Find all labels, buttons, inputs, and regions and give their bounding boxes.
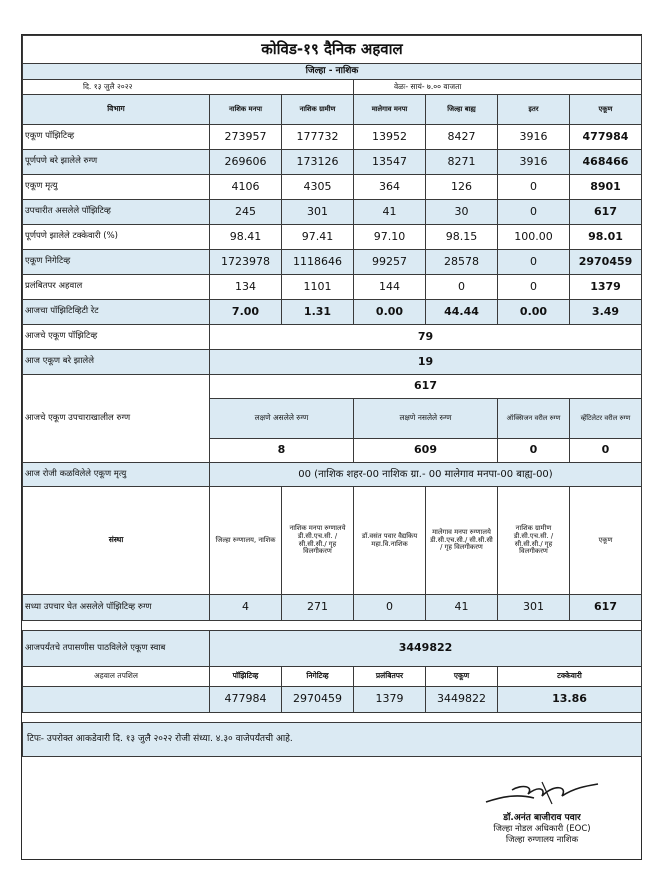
today-recovered-value: 19 (210, 350, 642, 375)
cell: 97.41 (282, 225, 354, 250)
cell: 134 (210, 275, 282, 300)
header-nashik-manapa: नाशिक मनपा (210, 95, 282, 125)
report-detail-value: 1379 (354, 687, 426, 713)
institution-header: डॉ.वसंत पवार वैद्यकिय महा.वि.नाशिक (354, 487, 426, 595)
cell: 1.31 (282, 300, 354, 325)
cell: 1101 (282, 275, 354, 300)
district-label: जिल्हा - नाशिक (23, 64, 642, 80)
cell-total: 8901 (570, 175, 642, 200)
institution-header: मालेगाव मनपा रुग्णालये डी.सी.एच.सी./ सी.सी.सी / गृह विलगीकरण (426, 487, 498, 595)
table-row (23, 200, 642, 225)
report-detail-header: एकूण (426, 667, 498, 687)
cell: 98.15 (426, 225, 498, 250)
cell: 0 (498, 175, 570, 200)
header-ekun: एकूण (570, 95, 642, 125)
sub-header: लक्षणे असलेले रुग्ण (210, 399, 354, 439)
cell-total: 2970459 (570, 250, 642, 275)
cell: 3916 (498, 125, 570, 150)
cell: 97.10 (354, 225, 426, 250)
cell: 269606 (210, 150, 282, 175)
signatory-name: डॉ.अनंत बाजीराव पवार (503, 813, 581, 823)
cell-total: 98.01 (570, 225, 642, 250)
today-recovered-label: आज एकूण बरे झालेले (23, 350, 210, 375)
row-label: पूर्णपणे बरे झालेले रुग्ण (23, 150, 210, 175)
institution-value: 271 (282, 595, 354, 621)
sub-value: 0 (498, 439, 570, 463)
cell: 99257 (354, 250, 426, 275)
report-detail-percent: 13.86 (498, 687, 642, 713)
header-malegaon-manapa: मालेगाव मनपा (354, 95, 426, 125)
signatory-office: जिल्हा रुग्णालय नाशिक (505, 835, 579, 845)
sub-value: 0 (570, 439, 642, 463)
institutions-label: संस्था (23, 487, 210, 595)
row-label: एकूण पॉझिटिव्ह (23, 125, 210, 150)
report-detail-value: 2970459 (282, 687, 354, 713)
sub-header: लक्षणे नसलेले रुग्ण (354, 399, 498, 439)
institution-value: 41 (426, 595, 498, 621)
sub-header: ऑक्सिजन वरील रुग्ण (498, 399, 570, 439)
cell: 173126 (282, 150, 354, 175)
institution-header: एकूण (570, 487, 642, 595)
today-positive-label: आजचे एकूण पॉझिटिव्ह (23, 325, 210, 350)
cell: 0 (426, 275, 498, 300)
report-table (22, 35, 642, 757)
cell: 0 (498, 250, 570, 275)
cell: 41 (354, 200, 426, 225)
cell: 177732 (282, 125, 354, 150)
row-label: एकूण मृत्यु (23, 175, 210, 200)
cell-total: 3.49 (570, 300, 642, 325)
deaths-today-value: 00 (नाशिक शहर-00 नाशिक ग्रा.- 00 मालेगाव मनपा-00 बाह्य-00) (210, 463, 642, 487)
cell: 8271 (426, 150, 498, 175)
report-detail-blank (23, 687, 210, 713)
report-detail-header: प्रलंबितपर (354, 667, 426, 687)
table-row (23, 175, 642, 200)
report-title: कोविड-१९ दैनिक अहवाल (23, 36, 642, 64)
cell-total: 468466 (570, 150, 642, 175)
report-detail-value: 3449822 (426, 687, 498, 713)
row-label: उपचारीत असलेले पॉझिटिव्ह (23, 200, 210, 225)
institution-header: नाशिक मनपा रुग्णालये डी.सी.एच.सी. / सी.सी.सी./ गृह विलगीकरण (282, 487, 354, 595)
signatory-designation: जिल्हा नोडल अधिकारी (EOC) (493, 824, 591, 834)
spacer (23, 713, 642, 723)
swabs-label: आजपर्यंतचे तपासणीस पाठविलेले एकूण स्वाब (23, 631, 210, 667)
cell: 7.00 (210, 300, 282, 325)
report-detail-value: 477984 (210, 687, 282, 713)
report-date: दि. १३ जुलै २०२२ (23, 80, 354, 95)
institution-total: 617 (570, 595, 642, 621)
cell: 364 (354, 175, 426, 200)
table-row (23, 275, 642, 300)
table-row (23, 300, 642, 325)
spacer (23, 621, 642, 631)
cell: 126 (426, 175, 498, 200)
institution-header: नाशिक ग्रामीण डी.सी.एच.सी. /सी.सी.सी./ गृह विलगीकरण (498, 487, 570, 595)
report-detail-header: निगेटिव्ह (282, 667, 354, 687)
cell: 13547 (354, 150, 426, 175)
cell: 1723978 (210, 250, 282, 275)
report-detail-header: पॉझिटिव्ह (210, 667, 282, 687)
header-vibhag: विभाग (23, 95, 210, 125)
cell: 3916 (498, 150, 570, 175)
cell: 4106 (210, 175, 282, 200)
swabs-value: 3449822 (210, 631, 642, 667)
report-time: वेळः- सायं- ७.०० वाजता (354, 80, 642, 95)
institution-header: जिल्हा रुग्णालय, नाशिक (210, 487, 282, 595)
cell: 100.00 (498, 225, 570, 250)
cell: 8427 (426, 125, 498, 150)
under-treatment-total: 617 (210, 375, 642, 399)
signature-block (457, 778, 627, 845)
cell: 0 (498, 200, 570, 225)
cell: 30 (426, 200, 498, 225)
today-positive-value: 79 (210, 325, 642, 350)
cell: 301 (282, 200, 354, 225)
row-label: पूर्णपणे झालेले टक्केवारी (%) (23, 225, 210, 250)
cell-total: 1379 (570, 275, 642, 300)
institutions-row-label: सध्या उपचार घेत असलेले पॉझिटिव्ह रुग्ण (23, 595, 210, 621)
header-jilha-bahya: जिल्हा बाह्य (426, 95, 498, 125)
under-treatment-label: आजचे एकूण उपचाराखालील रुग्ण (23, 375, 210, 463)
cell: 4305 (282, 175, 354, 200)
cell: 0 (498, 275, 570, 300)
cell: 273957 (210, 125, 282, 150)
institution-value: 0 (354, 595, 426, 621)
cell-total: 477984 (570, 125, 642, 150)
institution-value: 4 (210, 595, 282, 621)
institution-value: 301 (498, 595, 570, 621)
cell: 13952 (354, 125, 426, 150)
cell-total: 617 (570, 200, 642, 225)
report-detail-label: अहवाल तपशिल (23, 667, 210, 687)
signature-scribble (482, 778, 602, 808)
table-row (23, 225, 642, 250)
row-label: प्रलंबितपर अहवाल (23, 275, 210, 300)
sub-header: व्हेंटिलेटर वरील रुग्ण (570, 399, 642, 439)
footnote: टिपः- उपरोक्त आकडेवारी दि. १३ जुलै २०२२ रोजी संध्या. ४.३० वाजेपर्यंतची आहे. (23, 723, 642, 757)
cell: 245 (210, 200, 282, 225)
cell: 98.41 (210, 225, 282, 250)
table-row (23, 250, 642, 275)
row-label: एकूण निगेटिव्ह (23, 250, 210, 275)
cell: 28578 (426, 250, 498, 275)
table-row (23, 150, 642, 175)
report-detail-header: टक्केवारी (498, 667, 642, 687)
sub-value: 609 (354, 439, 498, 463)
sub-value: 8 (210, 439, 354, 463)
report-document (21, 34, 642, 860)
cell: 0.00 (354, 300, 426, 325)
table-row (23, 125, 642, 150)
cell: 0.00 (498, 300, 570, 325)
deaths-today-label: आज रोजी कळविलेले एकूण मृत्यु (23, 463, 210, 487)
cell: 1118646 (282, 250, 354, 275)
header-nashik-gramin: नाशिक ग्रामीण (282, 95, 354, 125)
cell: 144 (354, 275, 426, 300)
cell: 44.44 (426, 300, 498, 325)
header-itar: इतर (498, 95, 570, 125)
row-label: आजचा पॉझिटिव्हिटी रेट (23, 300, 210, 325)
